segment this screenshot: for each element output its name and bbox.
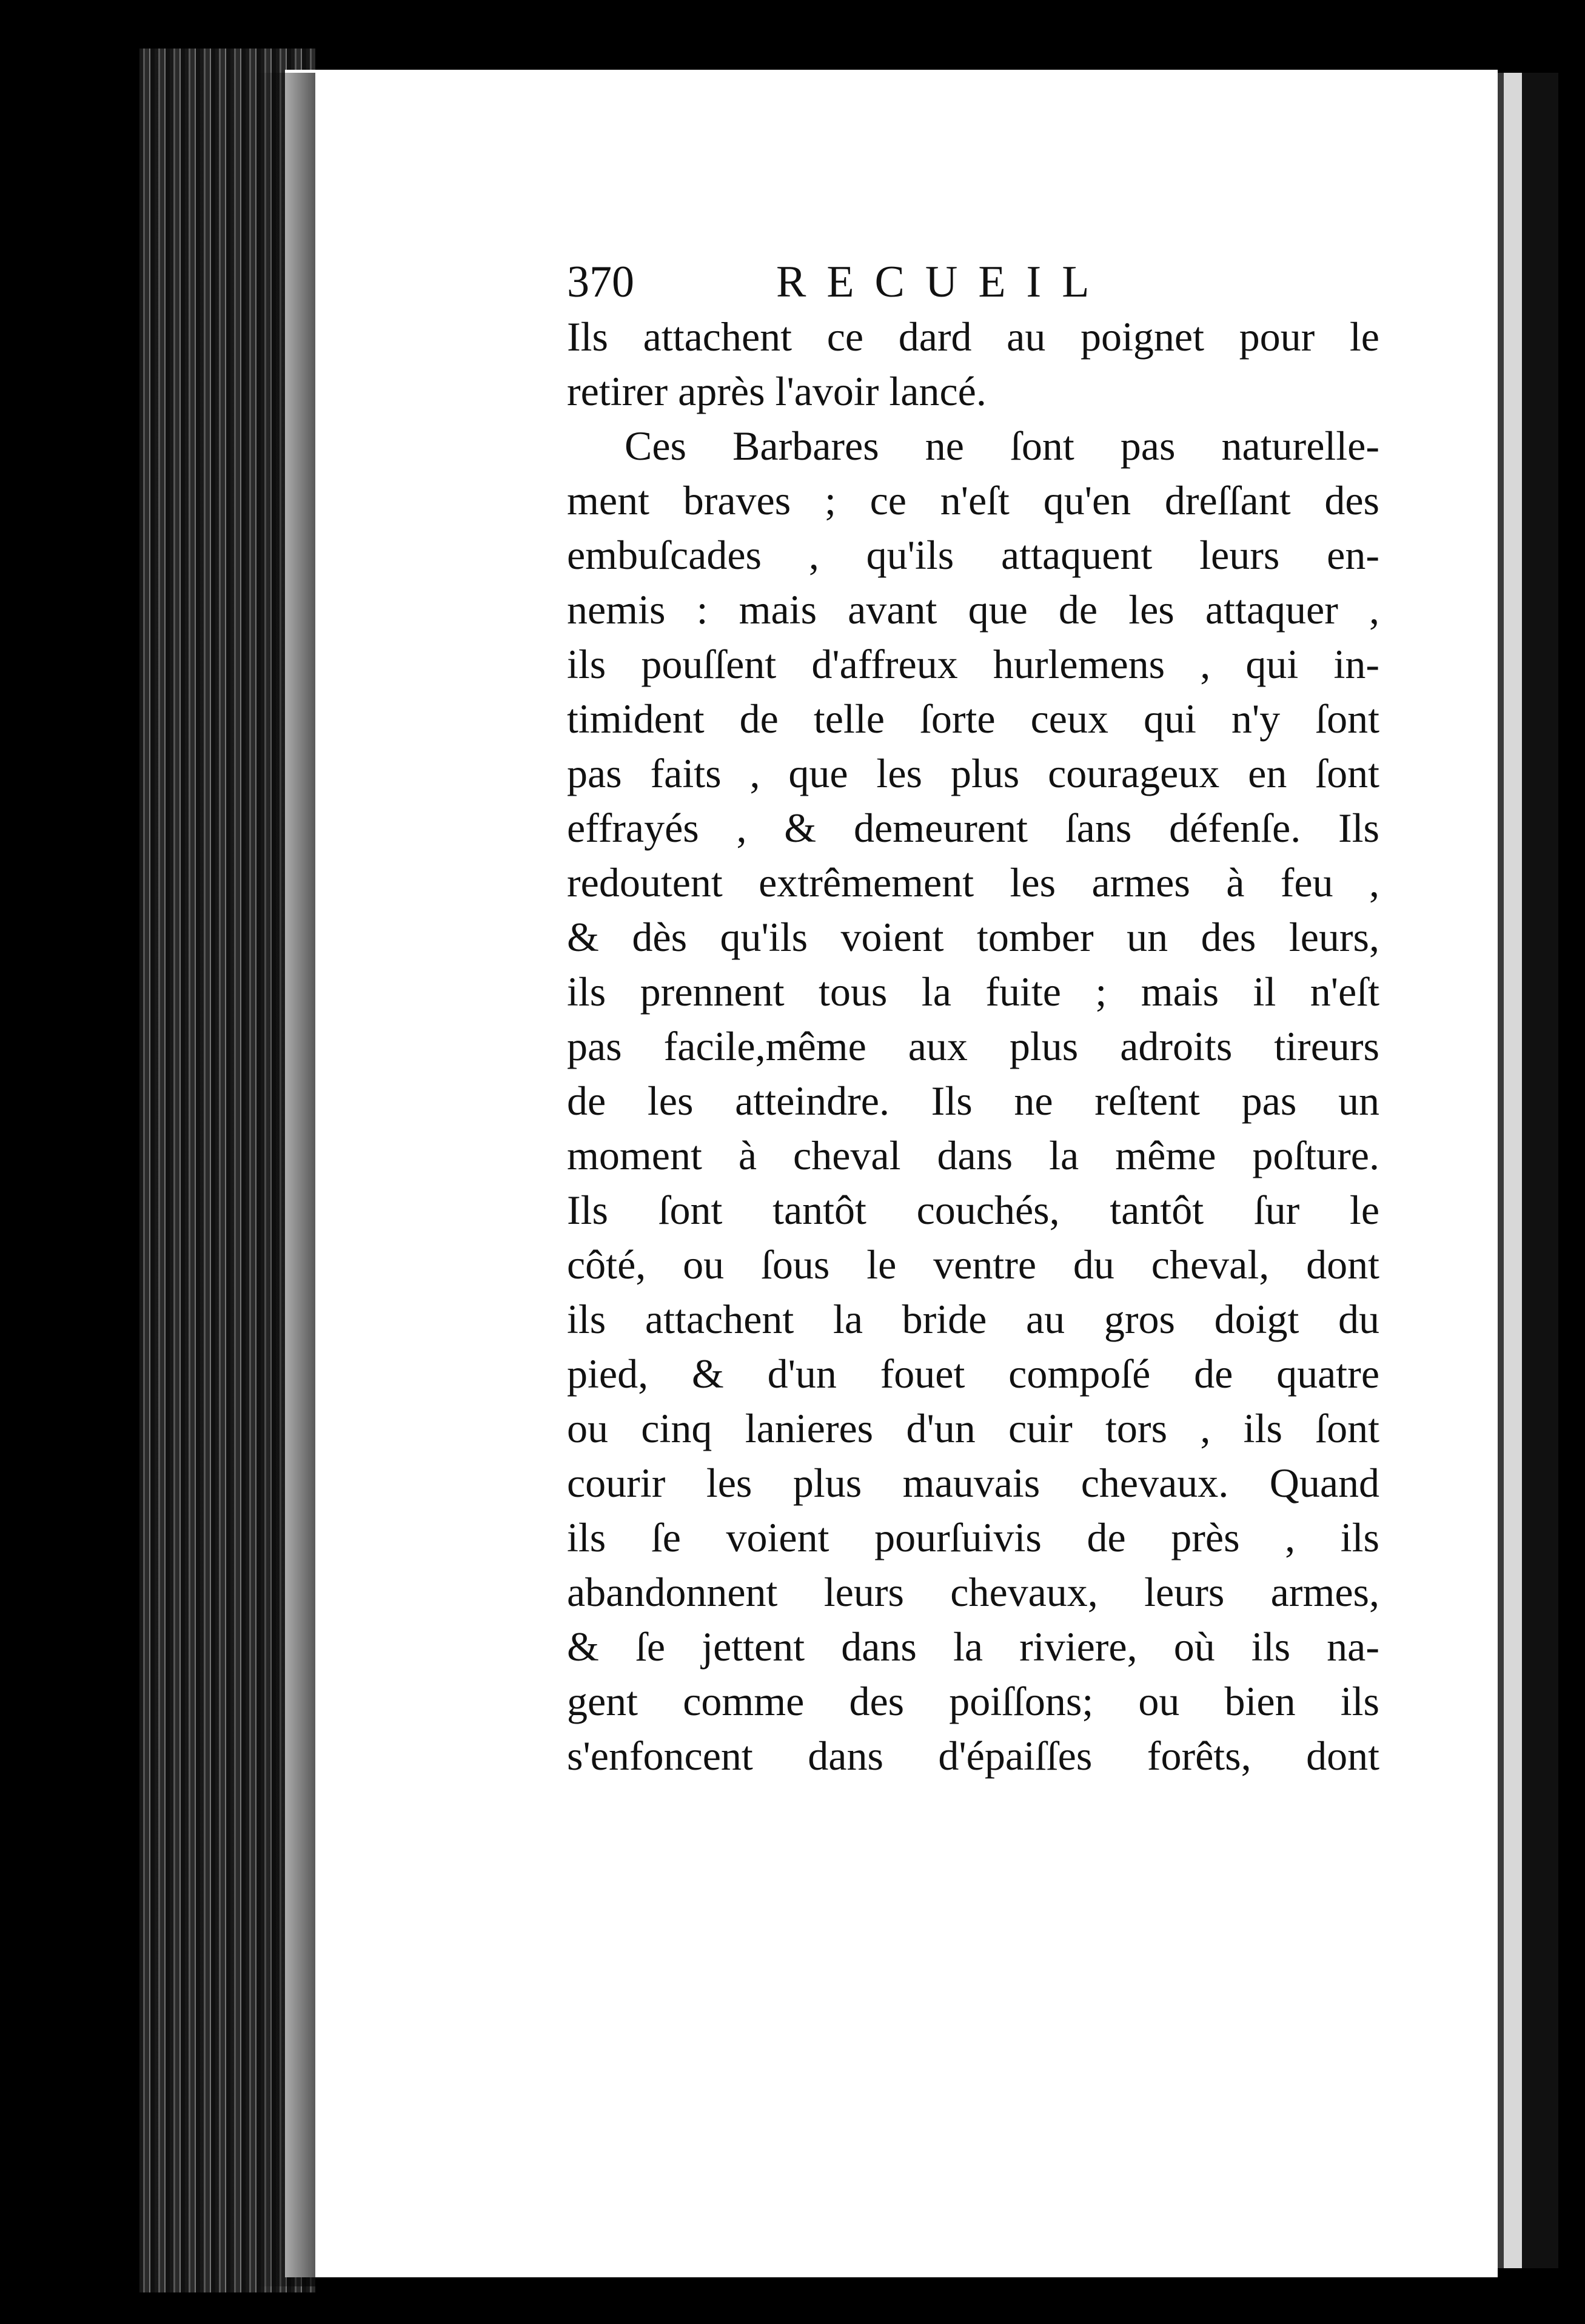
gutter-shadow bbox=[255, 73, 315, 2286]
text-line: abandonnent leurs chevaux, leurs armes, bbox=[567, 1569, 1379, 1615]
text-line: effrayés , & demeurent ſans défenſe. Ils bbox=[567, 805, 1379, 851]
text-line: redoutent extrêmement les armes à feu , bbox=[567, 859, 1379, 905]
text-block bbox=[567, 255, 1379, 1783]
text-line: Ils attachent ce dard au poignet pour le bbox=[567, 314, 1379, 360]
text-line: ils prennent tous la fuite ; mais il n'eſt bbox=[567, 969, 1379, 1015]
text-line: pas faits , que les plus courageux en ſont bbox=[567, 750, 1379, 796]
text-line: & ſe jettent dans la riviere, où ils na- bbox=[567, 1624, 1379, 1670]
text-line: courir les plus mauvais chevaux. Quand bbox=[567, 1460, 1379, 1506]
text-line: de les atteindre. Ils ne reſtent pas un bbox=[567, 1078, 1379, 1124]
text-line: ils attachent la bride au gros doigt du bbox=[567, 1296, 1379, 1342]
text-line: ment braves ; ce n'eſt qu'en dreſſant des bbox=[567, 477, 1379, 523]
text-line: ou cinq lanieres d'un cuir tors , ils ſont bbox=[567, 1405, 1379, 1451]
text-line: timident de telle ſorte ceux qui n'y ſont bbox=[567, 696, 1379, 742]
running-head bbox=[567, 255, 1379, 309]
text-line: gent comme des poiſſons; ou bien ils bbox=[567, 1678, 1379, 1724]
text-line: & dès qu'ils voient tomber un des leurs, bbox=[567, 914, 1379, 960]
text-line: embuſcades , qu'ils attaquent leurs en- bbox=[567, 532, 1379, 578]
running-title: RECUEIL bbox=[776, 257, 1110, 307]
text-line: pas facile,même aux plus adroits tireurs bbox=[567, 1023, 1379, 1069]
text-line: retirer après l'avoir lancé. bbox=[567, 368, 987, 414]
text-line: ils ſe voient pourſuivis de près , ils bbox=[567, 1514, 1379, 1560]
text-line: Ces Barbares ne ſont pas naturelle- bbox=[625, 423, 1379, 469]
text-line: côté, ou ſous le ventre du cheval, dont bbox=[567, 1241, 1379, 1288]
text-line: pied, & d'un fouet compoſé de quatre bbox=[567, 1351, 1379, 1397]
text-line: Ils ſont tantôt couchés, tantôt ſur le bbox=[567, 1187, 1379, 1233]
page-number: 370 bbox=[567, 257, 634, 307]
text-line: moment à cheval dans la même poſture. bbox=[567, 1132, 1379, 1178]
text-line: s'enfoncent dans d'épaiſſes forêts, dont bbox=[567, 1733, 1379, 1779]
text-line: ils pouſſent d'affreux hurlemens , qui in- bbox=[567, 641, 1379, 687]
text-line: nemis : mais avant que de les attaquer , bbox=[567, 586, 1379, 633]
